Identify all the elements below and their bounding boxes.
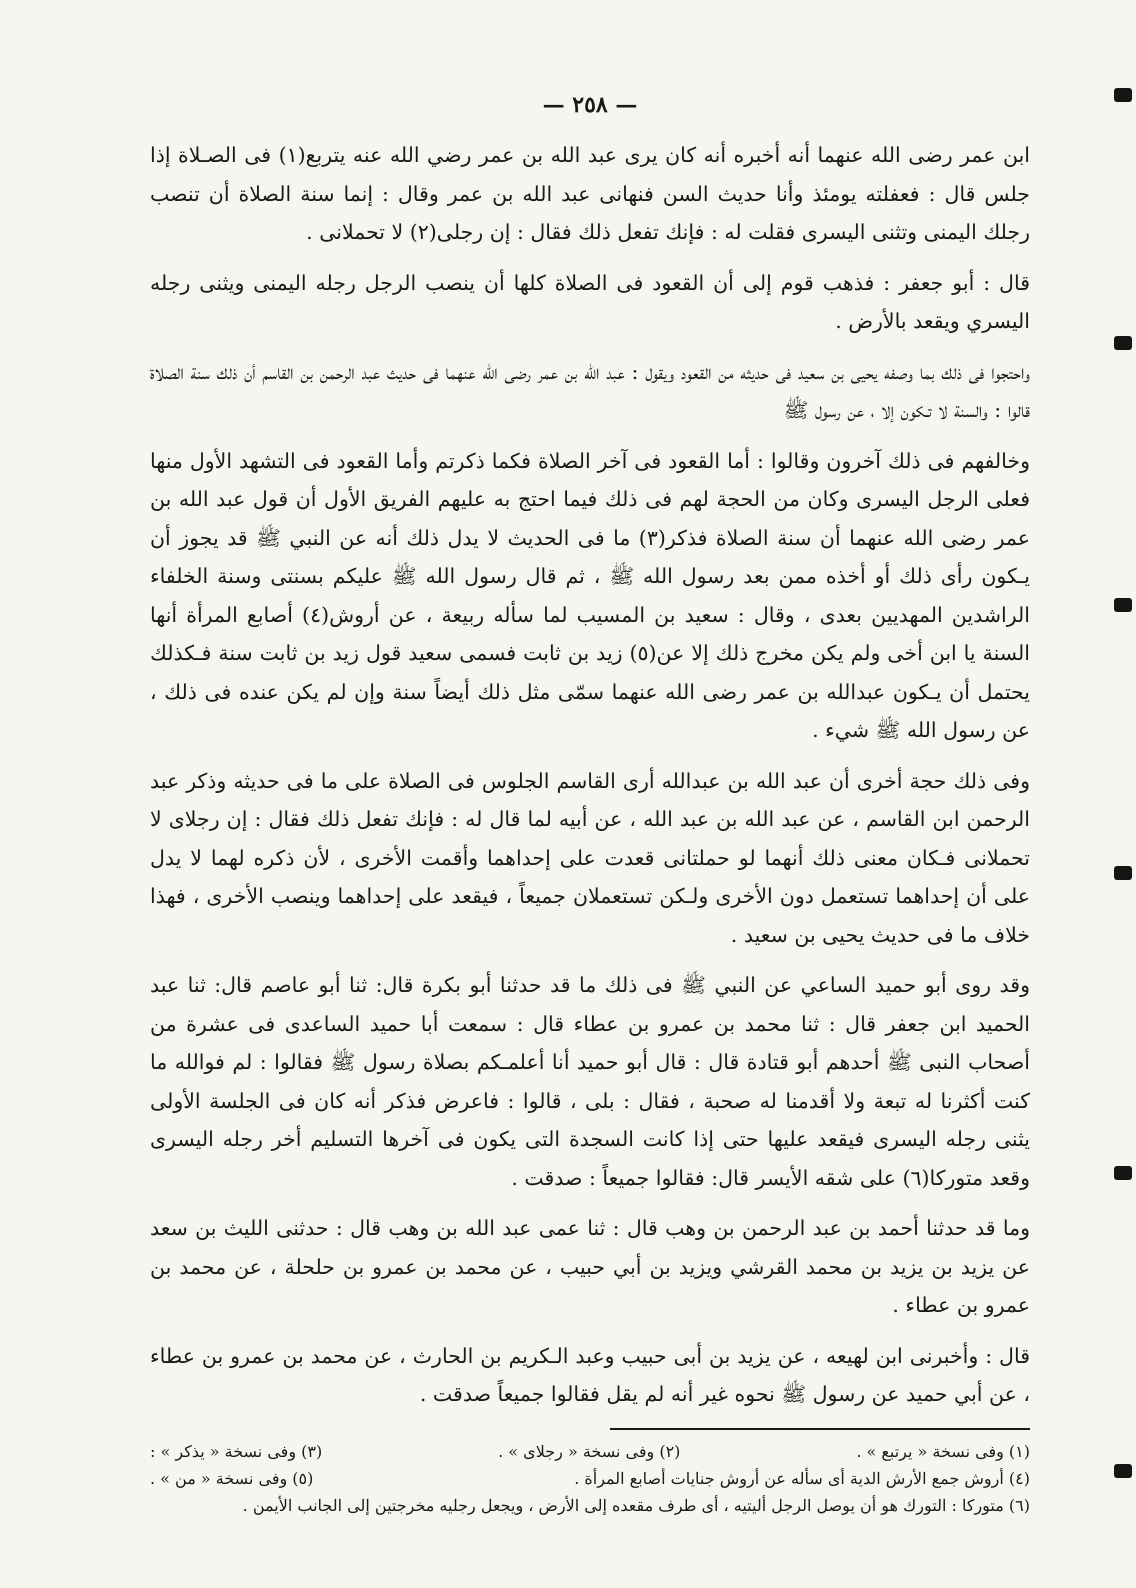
paragraph: واحتجوا فى ذلك بما وصفه يحيى بن سعيد فى حديثه من القعود ويقول : عبد الله بن عمر رضى الله عنهما فى حديث عبد الرحمن بن القاسم أن ذلك سنة الصلاة قالوا : والسنة لا تـكون إلا ، عن رسول ﷺ — [150, 359, 1030, 422]
margin-mark — [1114, 1464, 1132, 1478]
margin-mark — [1114, 866, 1132, 880]
footnote-row — [150, 1438, 1030, 1465]
margin-mark — [1114, 336, 1132, 350]
footnote-divider — [610, 1428, 1030, 1430]
footnote-row — [150, 1465, 1030, 1492]
margin-mark — [1114, 1166, 1132, 1180]
footnote: (١) وفى نسخة « يرتبع » . — [856, 1441, 1030, 1461]
paragraph: وفى ذلك حجة أخرى أن عبد الله بن عبدالله أرى القاسم الجلوس فى الصلاة على ما فى حديثه وذكر عبد الرحمن ابن القاسم ، عن عبد الله بن عبد الله ، عن أبيه لما قال له : فإنك تفعل ذلك فقال : إن رجلاى لا تحملانى فـكان معنى ذلك أنهما لو حملتانى قعدت على إحداهما وأقمت الأخرى ، لأن ذكره لهما لا يدل على أن إحداهما تستعمل دون الأخرى ولـكن تستعملان جميعاً ، فيقعد على إحداهما وينصب الأخرى ، فهذا خلاف ما فى حديث يحيى بن سعيد . — [150, 768, 1030, 947]
margin-mark — [1114, 598, 1132, 612]
paragraph: وخالفهم فى ذلك آخرون وقالوا : أما القعود فى آخر الصلاة فكما ذكرتم وأما القعود فى التشهد الأول منها فعلى الرجل اليسرى وكان من الحجة لهم فى ذلك فيما احتج به عليهم الفريق الأول أن قول عبد الله بن عمر رضى الله عنهما أن سنة الصلاة فذكر(٣) ما فى الحديث لا يدل ذلك أنه عن النبي ﷺ قد يجوز أن يـكون رأى ذلك أو أخذه ممن بعد رسول الله ﷺ ، ثم قال رسول الله ﷺ عليكم بسنتى وسنة الخلفاء الراشدين المهديين بعدى ، وقال : سعيد بن المسيب لما سأله ربيعة ، عن أروش(٤) أصابع المرأة أنها السنة يا ابن أخى ولم يكن مخرج ذلك إلا عن(٥) زيد بن ثابت فسمى سعيد قول زيد بن ثابت سنة فـكذلك يحتمل أن يـكون عبدالله بن عمر رضى الله عنهما سمّى مثل ذلك أيضاً سنة وإن لم يكن عنده فى ذلك ، عن رسول الله ﷺ شيء . — [150, 448, 1030, 742]
footnote: (٣) وفى نسخة « يذكر » : — [150, 1441, 323, 1461]
paragraph: ابن عمر رضى الله عنهما أنه أخبره أنه كان يرى عبد الله بن عمر رضي الله عنه يتربع(١) فى الصـلاة إذا جلس قال : فعفلته يومئذ وأنا حديث السن فنهانى عبد الله بن عمر وقال : إنما سنة الصلاة أن تنصب رجلك اليمنى وتثنى اليسرى فقلت له : فإنك تفعل ذلك فقال : إن رجلى(٢) لا تحملانى . — [150, 143, 1030, 244]
footnote: (٤) أروش جمع الأرش الدية أى سأله عن أروش جنايات أصابع المرأة . — [574, 1468, 1030, 1488]
paragraph: وما قد حدثنا أحمد بن عبد الرحمن بن وهب قال : ثنا عمى عبد الله بن وهب قال : حدثنى الليث بن سعد عن يزيد بن يزيد بن محمد القرشي ويزيد بن أبي حبيب ، عن محمد بن عمرو بن حلحلة ، عن محمد بن عمرو بن عطاء . — [150, 1216, 1030, 1317]
footnotes — [150, 1438, 1030, 1519]
paragraph: قال : وأخبرنى ابن لهيعه ، عن يزيد بن أبى حبيب وعبد الـكريم بن الحارث ، عن محمد بن عمرو بن عطاء ، عن أبي حميد عن رسول ﷺ نحوه غير أنه لم يقل فقالوا جميعاً صدقت . — [150, 1343, 1030, 1406]
book-page — [150, 92, 1030, 1519]
footnote: (٦) متوركا : التورك هو أن يوصل الرجل أليتيه ، أى طرف مقعده إلى الأرض ، ويجعل رجليه مخرجتين إلى الجانب الأيمن . — [242, 1495, 1030, 1515]
paragraph: وقد روى أبو حميد الساعي عن النبي ﷺ فى ذلك ما قد حدثنا أبو بكرة قال: ثنا أبو عاصم قال: ثنا عبد الحميد ابن جعفر قال : ثنا محمد بن عمرو بن عطاء قال : سمعت أبا حميد الساعدى فى عشرة من أصحاب النبى ﷺ أحدهم أبو قتادة قال : قال أبو حميد أنا أعلمـكم بصلاة رسول ﷺ فقالوا : لم فوالله ما كنت أكثرنا له تبعة ولا أقدمنا له صحبة ، فقال : بلى ، قالوا : فاعرض فذكر أنه كان فى الجلسة الأولى يثنى رجله اليسرى فيقعد عليها حتى إذا كانت السجدة التى يكون فى آخرها التسليم أخر رجله اليسرى وقعد متوركا(٦) على شقه الأيسر قال: فقالوا جميعاً : صدقت . — [150, 973, 1030, 1190]
footnote: (٢) وفى نسخة « رجلاى » . — [498, 1441, 681, 1461]
margin-mark — [1114, 88, 1132, 102]
footnote: (٥) وفى نسخة « من » . — [150, 1468, 314, 1488]
paragraph: قال : أبو جعفر : فذهب قوم إلى أن القعود فى الصلاة كلها أن ينصب الرجل رجله اليمنى ويثنى رجله اليسري ويقعد بالأرض . — [150, 270, 1030, 333]
body-text — [150, 136, 1030, 1414]
page-number: — ٢٥٨ — — [542, 92, 638, 118]
